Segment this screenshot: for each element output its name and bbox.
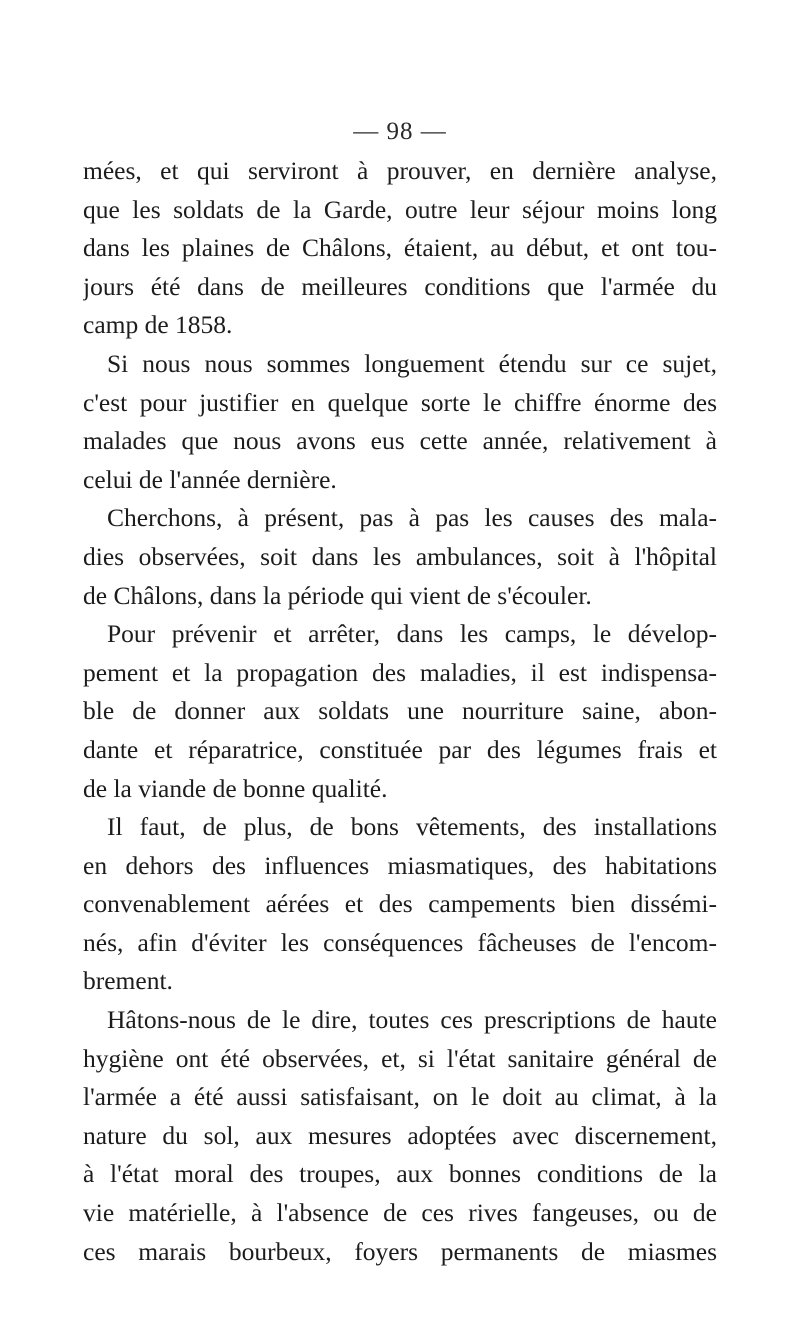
text-line: camp de 1858. <box>83 310 233 340</box>
text-line: convenablement aérées et des campements bien dissémi- <box>83 889 717 919</box>
text-line: de Châlons, dans la période qui vient de s'écouler. <box>83 580 592 610</box>
text-line: Pour prévenir et arrêter, dans les camps, le dévelop- <box>107 619 717 649</box>
text-line: malades que nous avons eus cette année, relativement à <box>83 426 717 456</box>
text-line: l'armée a été aussi satisfaisant, on le doit au climat, à la <box>83 1082 717 1112</box>
text-line: nature du sol, aux mesures adoptées avec discernement, <box>83 1120 717 1150</box>
text-line: vie matérielle, à l'absence de ces rives fangeuses, ou de <box>83 1198 717 1228</box>
text-line: dante et réparatrice, constituée par des légumes frais et <box>83 734 717 764</box>
text-line: ces marais bourbeux, foyers permanents de miasmes <box>83 1236 717 1266</box>
text-line: dans les plaines de Châlons, étaient, au début, et ont tou- <box>83 233 717 263</box>
text-line: jours été dans de meilleures conditions que l'armée du <box>83 271 717 301</box>
text-line: de la viande de bonne qualité. <box>83 773 388 803</box>
text-line: brement. <box>83 966 173 996</box>
body-text <box>83 152 717 1271</box>
text-line: en dehors des influences miasmatiques, des habitations <box>83 850 717 880</box>
text-line: que les soldats de la Garde, outre leur séjour moins long <box>83 194 717 224</box>
text-line: pement et la propagation des maladies, il est indispensa- <box>83 657 717 687</box>
text-line: Il faut, de plus, de bons vêtements, des installations <box>107 812 717 842</box>
text-line: hygiène ont été observées, et, si l'état sanitaire général de <box>83 1043 717 1073</box>
text-line: à l'état moral des troupes, aux bonnes conditions de la <box>83 1159 717 1189</box>
text-line: mées, et qui serviront à prouver, en dernière analyse, <box>83 156 717 185</box>
text-line: celui de l'année dernière. <box>83 464 337 494</box>
text-line: Hâtons-nous de le dire, toutes ces prescriptions de haute <box>107 1005 717 1035</box>
page-number: — 98 — <box>353 118 447 145</box>
text-line: c'est pour justifier en quelque sorte le chiffre énorme des <box>83 387 717 417</box>
text-line: nés, afin d'éviter les conséquences fâcheuses de l'encom- <box>83 927 717 957</box>
text-line: Cherchons, à présent, pas à pas les causes des mala- <box>107 503 717 533</box>
text-line: ble de donner aux soldats une nourriture saine, abon- <box>83 696 717 726</box>
text-line: Si nous nous sommes longuement étendu sur ce sujet, <box>107 348 717 378</box>
text-line: dies observées, soit dans les ambulances, soit à l'hôpital <box>83 541 717 571</box>
